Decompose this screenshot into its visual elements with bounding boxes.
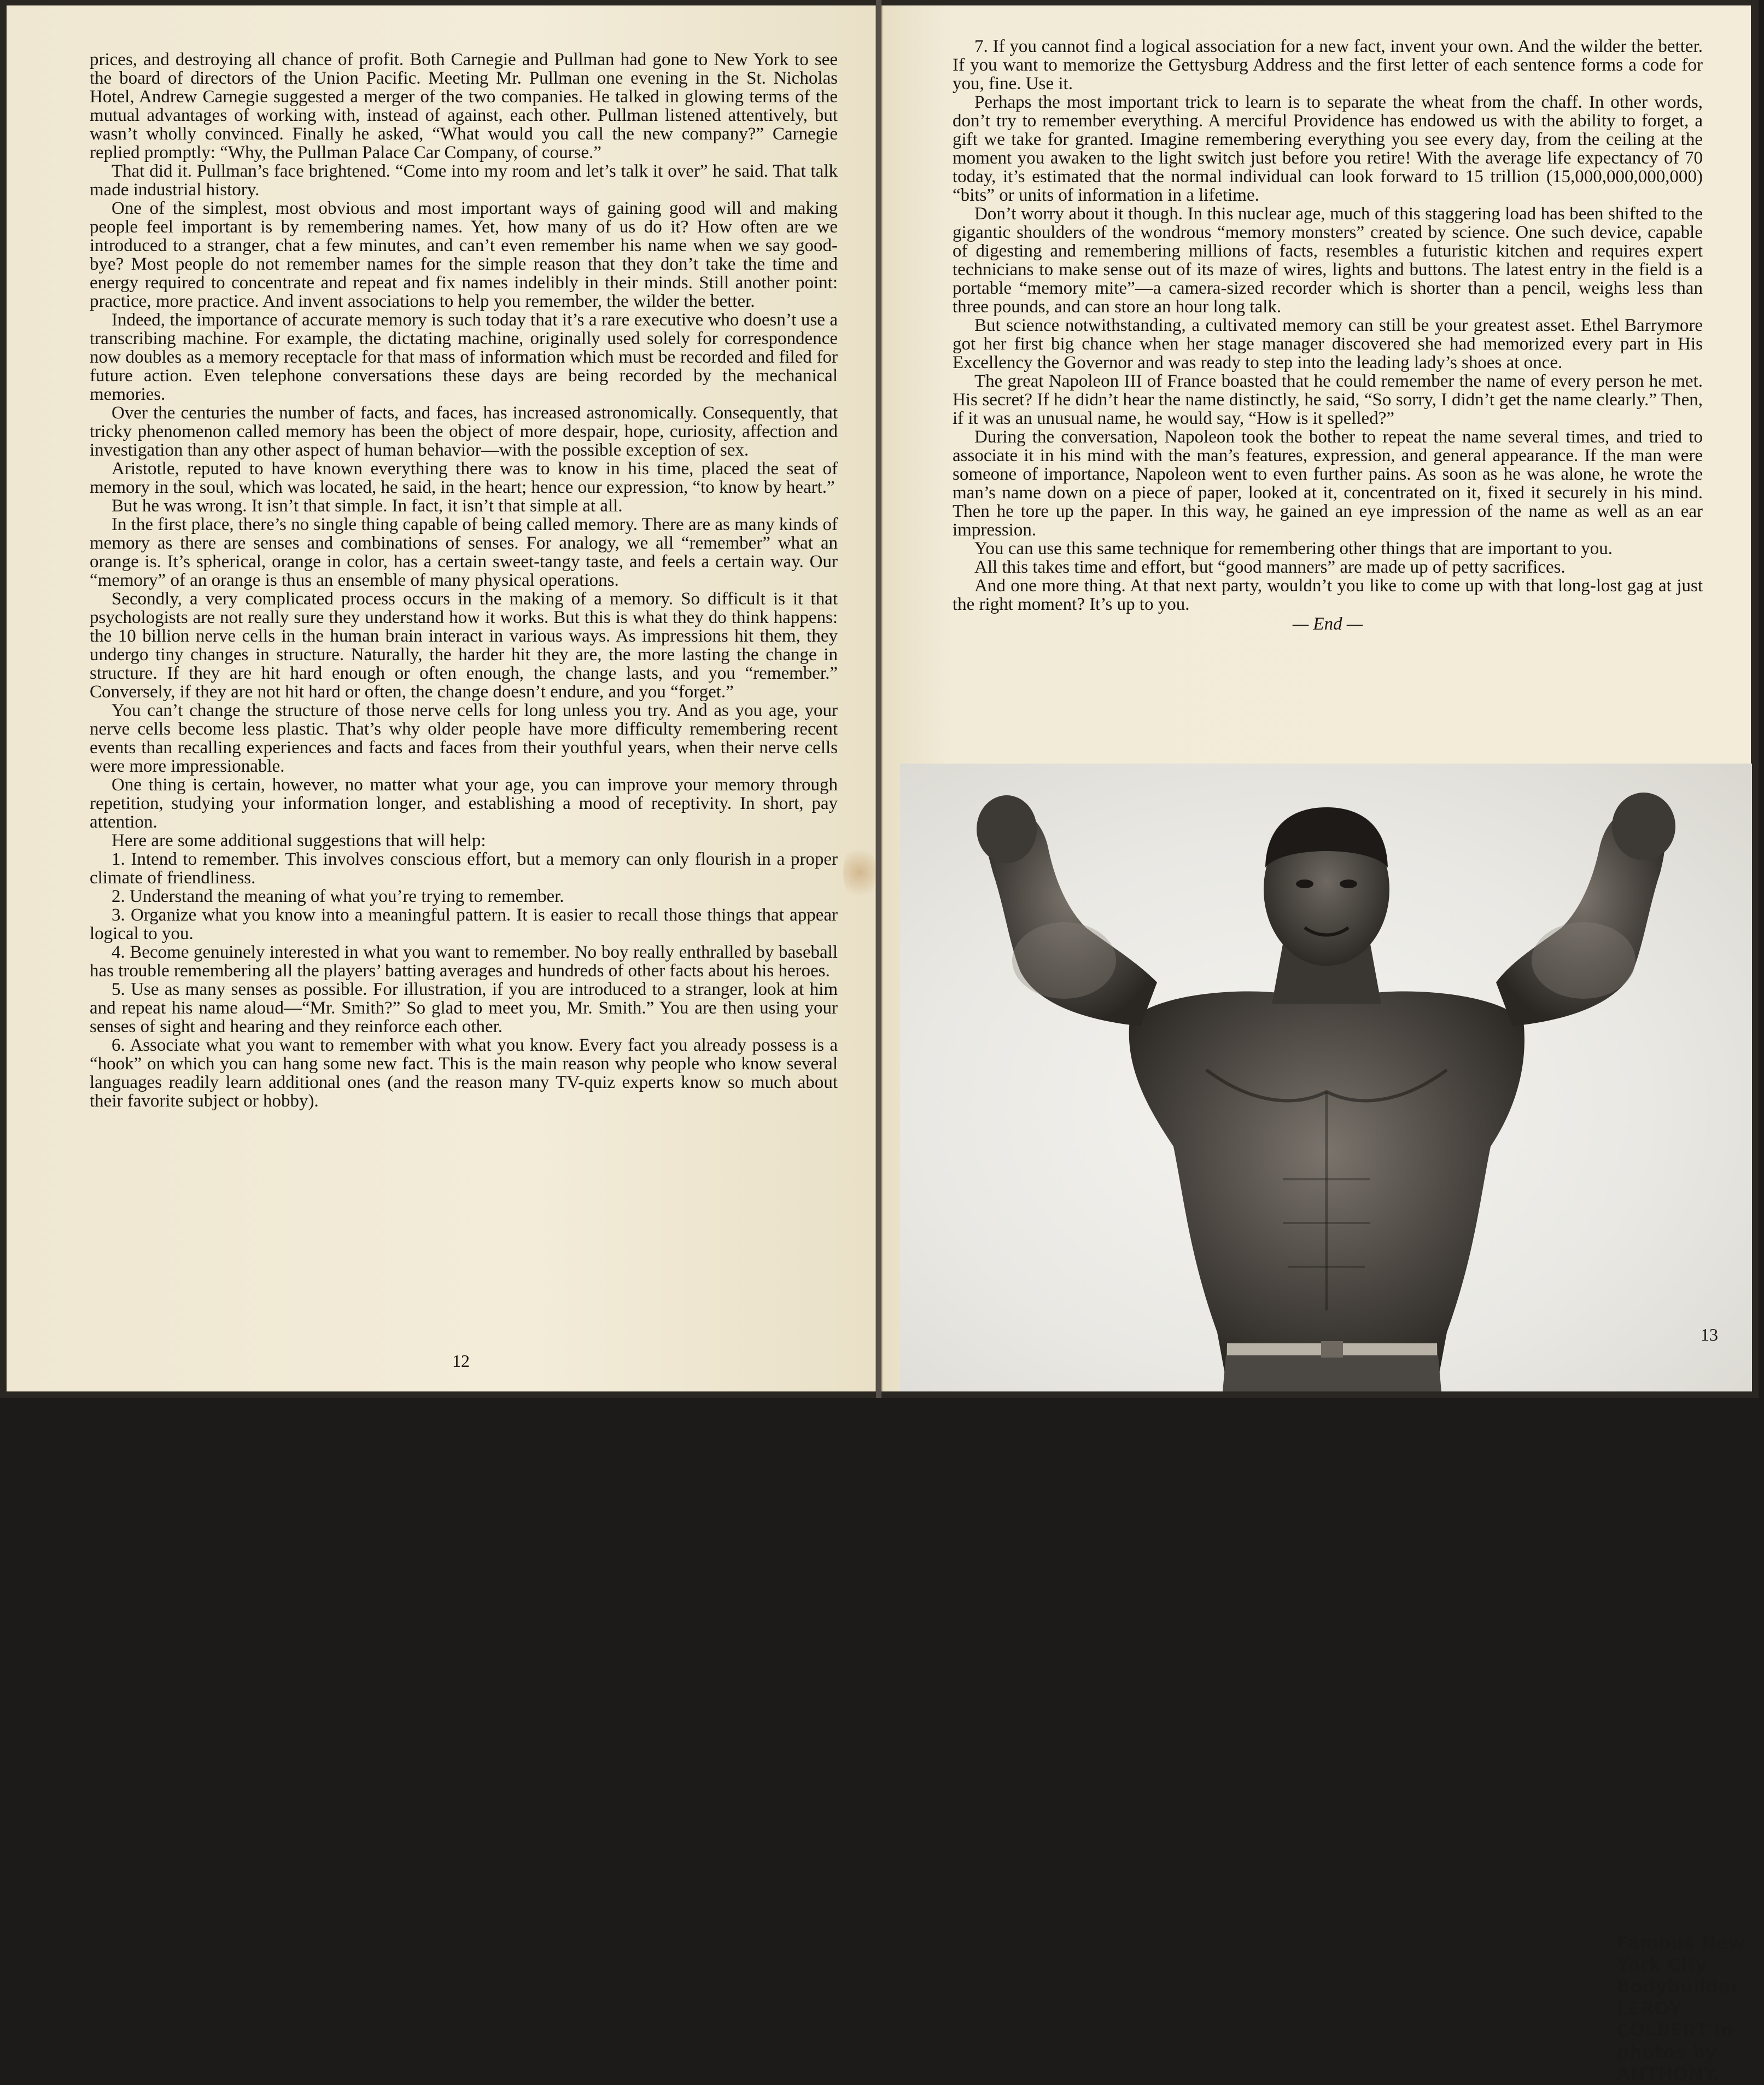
- paragraph: But he was wrong. It isn’t that simple. In fact, it isn’t that simple at all.: [112, 496, 623, 516]
- paragraph: Indeed, the importance of accurate memory is such today that it’s a rare executive who doesn’t use a transcribing machine. For example, the dictating machine, originally used solely for correspondence now doubles as a memory receptacle for that mass of information which must be recorded and filed for future action. Even telephone conversations these days are being recorded by the mechanical memories.: [90, 310, 838, 404]
- paragraph: In the first place, there’s no single thing capable of being called memory. There are as many kinds of memory as there are senses and combinations of senses. For analogy, we all “remember” what an orange is. It’s spherical, orange in color, has a certain sweet-tangy taste, and feels a certain way. Our “memory” of an orange is thus an ensemble of many physical operations.: [90, 515, 838, 590]
- list-item: 7. If you cannot find a logical association for a new fact, invent your own. And the wilder the better. If you want to memorize the Gettysburg Address and the first letter of each sentence forms a code for you, fine. Use it.: [953, 37, 1703, 94]
- list-item: 5. Use as many senses as possible. For illustration, if you are introduced to a stranger, look at him and repeat his name aloud—“Mr. Smith?” So glad to meet you, Mr. Smith.” You are then using your senses of sight and hearing and they reinforce each other.: [90, 980, 838, 1036]
- page-number: 13: [1701, 1325, 1718, 1344]
- list-item: 4. Become genuinely interested in what you want to remember. No boy really enthralled by baseball has trouble remembering all the players’ batting averages and hundreds of other facts about his heroes.: [90, 942, 838, 981]
- bodybuilder-photo: [900, 764, 1752, 2084]
- paragraph: You can’t change the structure of those nerve cells for long unless you try. And as you age, your nerve cells become less plastic. That’s why older people have more difficulty remembering recent events than recalling experiences and facts and faces from their youthful years, when their nerve cells were more impressionable.: [90, 701, 838, 776]
- paragraph: Secondly, a very complicated process occurs in the making of a memory. So difficult is it that psychologists are not really sure they understand how it works. But this is what they do think happens: the 10 billion nerve cells in the human brain interact in various ways. As impressions hit them, they undergo tiny changes in structure. Naturally, the harder hit they are, the more lasting the change in structure. If they are hit hard enough or often enough, the change lasts, and you “remember.” Conversely, if they are not hit hard or often, the change doesn’t endure, and you “forget.”: [90, 589, 838, 702]
- book-gutter: [876, 0, 881, 1398]
- paragraph: Don’t worry about it though. In this nuclear age, much of this staggering load has been shifted to the gigantic shoulders of the wondrous “memory monsters” created by science. One such device, capable of digesting and remembering millions of facts, resembles a futuristic kitchen and requires expert technicians to make sense out of its maze of wires, lights and buttons. The latest entry in the field is a portable “memory mite”—a camera-sized recorder which is shorter than a pencil, weighs less than three pounds, and can store an hour long talk.: [953, 204, 1703, 317]
- photo-caption: Famous New York City Bodybuilder LEROY COLBERT in photos by ANTHONY.: [1616, 1932, 1745, 2084]
- list-item: 2. Understand the meaning of what you’re trying to remember.: [112, 887, 564, 906]
- page-number: 12: [452, 1351, 470, 1371]
- paragraph: Perhaps the most important trick to learn is to separate the wheat from the chaff. In other words, don’t try to remember everything. A merciful Providence has endowed us with the ability to forget, a gift we take for granted. Imagine remembering everything you see every day, from the ceiling at the moment you awaken to the light switch just before you retire! With the average life expectancy of 70 today, it’s estimated that the normal individual can look forward to 15 trillion (15,000,000,000,000) “bits” or units of information in a lifetime.: [953, 92, 1703, 205]
- bodybuilder-figure-illustration: [900, 764, 1752, 1391]
- right-page: [881, 5, 1751, 2084]
- left-page-text: [90, 50, 838, 1110]
- paragraph: Here are some additional suggestions that will help:: [112, 831, 486, 851]
- paragraph: During the conversation, Napoleon took the bother to repeat the name several times, and tried to associate it in his mind with the man’s features, expression, and general appearance. If the man were someone of importance, Napoleon went to even further pains. As soon as he was alone, he wrote the man’s name down on a piece of paper, looked at it, concentrated on it, fixed it securely in his mind. Then he tore up the paper. In this way, he gained an eye impression of the name as well as an ear impression.: [953, 427, 1703, 540]
- list-item: 1. Intend to remember. This involves conscious effort, but a memory can only flourish in a proper climate of friendliness.: [90, 849, 838, 888]
- right-page-text: [953, 37, 1703, 633]
- paragraph: Over the centuries the number of facts, and faces, has increased astronomically. Consequently, that tricky phenomenon called memory has been the object of more despair, hope, curiosity, affection and investigation than any other aspect of human behavior—with the possible exception of sex.: [90, 403, 838, 460]
- paragraph: One thing is certain, however, no matter what your age, you can improve your memory through repetition, studying your information longer, and establishing a mood of receptivity. In short, pay attention.: [90, 775, 838, 832]
- paper-stain: [843, 842, 876, 902]
- paragraph: And one more thing. At that next party, wouldn’t you like to come up with that long-lost gag at just the right moment? It’s up to you.: [953, 576, 1703, 614]
- paragraph: All this takes time and effort, but “good manners” are made up of petty sacrifices.: [974, 557, 1566, 577]
- paragraph: One of the simplest, most obvious and most important ways of gaining good will and making people feel important is by remembering names. Yet, how many of us do it? How often are we introduced to a stranger, chat a few minutes, and can’t even remember his name when we say good-bye? Most people do not remember names for the simple reason that they don’t take the time and energy required to concentrate and repeat and fix names indelibly in their minds. Still another point: practice, more practice. And invent associations to help you remember, the wilder the better.: [90, 199, 838, 311]
- list-item: 3. Organize what you know into a meaningful pattern. It is easier to recall those things that appear logical to you.: [90, 905, 838, 944]
- paragraph: You can use this same technique for remembering other things that are important to you.: [974, 539, 1613, 558]
- paragraph: That did it. Pullman’s face brightened. “Come into my room and let’s talk it over” he said. That talk made industrial history.: [90, 161, 838, 200]
- paragraph: Aristotle, reputed to have known everything there was to know in his time, placed the seat of memory in the soul, which was located, he said, in the heart; hence our expression, “to know by heart.”: [90, 459, 838, 497]
- left-page: [7, 5, 876, 1391]
- paragraph: prices, and destroying all chance of profit. Both Carnegie and Pullman had gone to New York to see the board of directors of the Union Pacific. Meeting Mr. Pullman one evening in the St. Nicholas Hotel, Andrew Carnegie suggested a merger of the two companies. He talked in glowing terms of the mutual advantages of working with, instead of against, each other. Pullman listened attentively, but wasn’t wholly convinced. Finally he asked, “What would you call the new company?” Carnegie replied promptly: “Why, the Pullman Palace Car Company, of course.”: [90, 50, 838, 162]
- paragraph: The great Napoleon III of France boasted that he could remember the name of every person he met. His secret? If he didn’t hear the name distinctly, he said, “So sorry, I didn’t get the name clearly.” Then, if it was an unusual name, he would say, “How is it spelled?”: [953, 371, 1703, 428]
- list-item: 6. Associate what you want to remember with what you know. Every fact you already possess is a “hook” on which you can hang some new fact. This is the main reason why people who know several languages readily learn additional ones (and the reason many TV-quiz experts know so much about their favorite subject or hobby).: [90, 1035, 838, 1111]
- end-mark: — End —: [1292, 614, 1363, 634]
- paragraph: But science notwithstanding, a cultivated memory can still be your greatest asset. Ethel Barrymore got her first big chance when her stage manager discovered she had memorized every part in His Excellency the Governor and was ready to step into the leading lady’s shoes at once.: [953, 316, 1703, 372]
